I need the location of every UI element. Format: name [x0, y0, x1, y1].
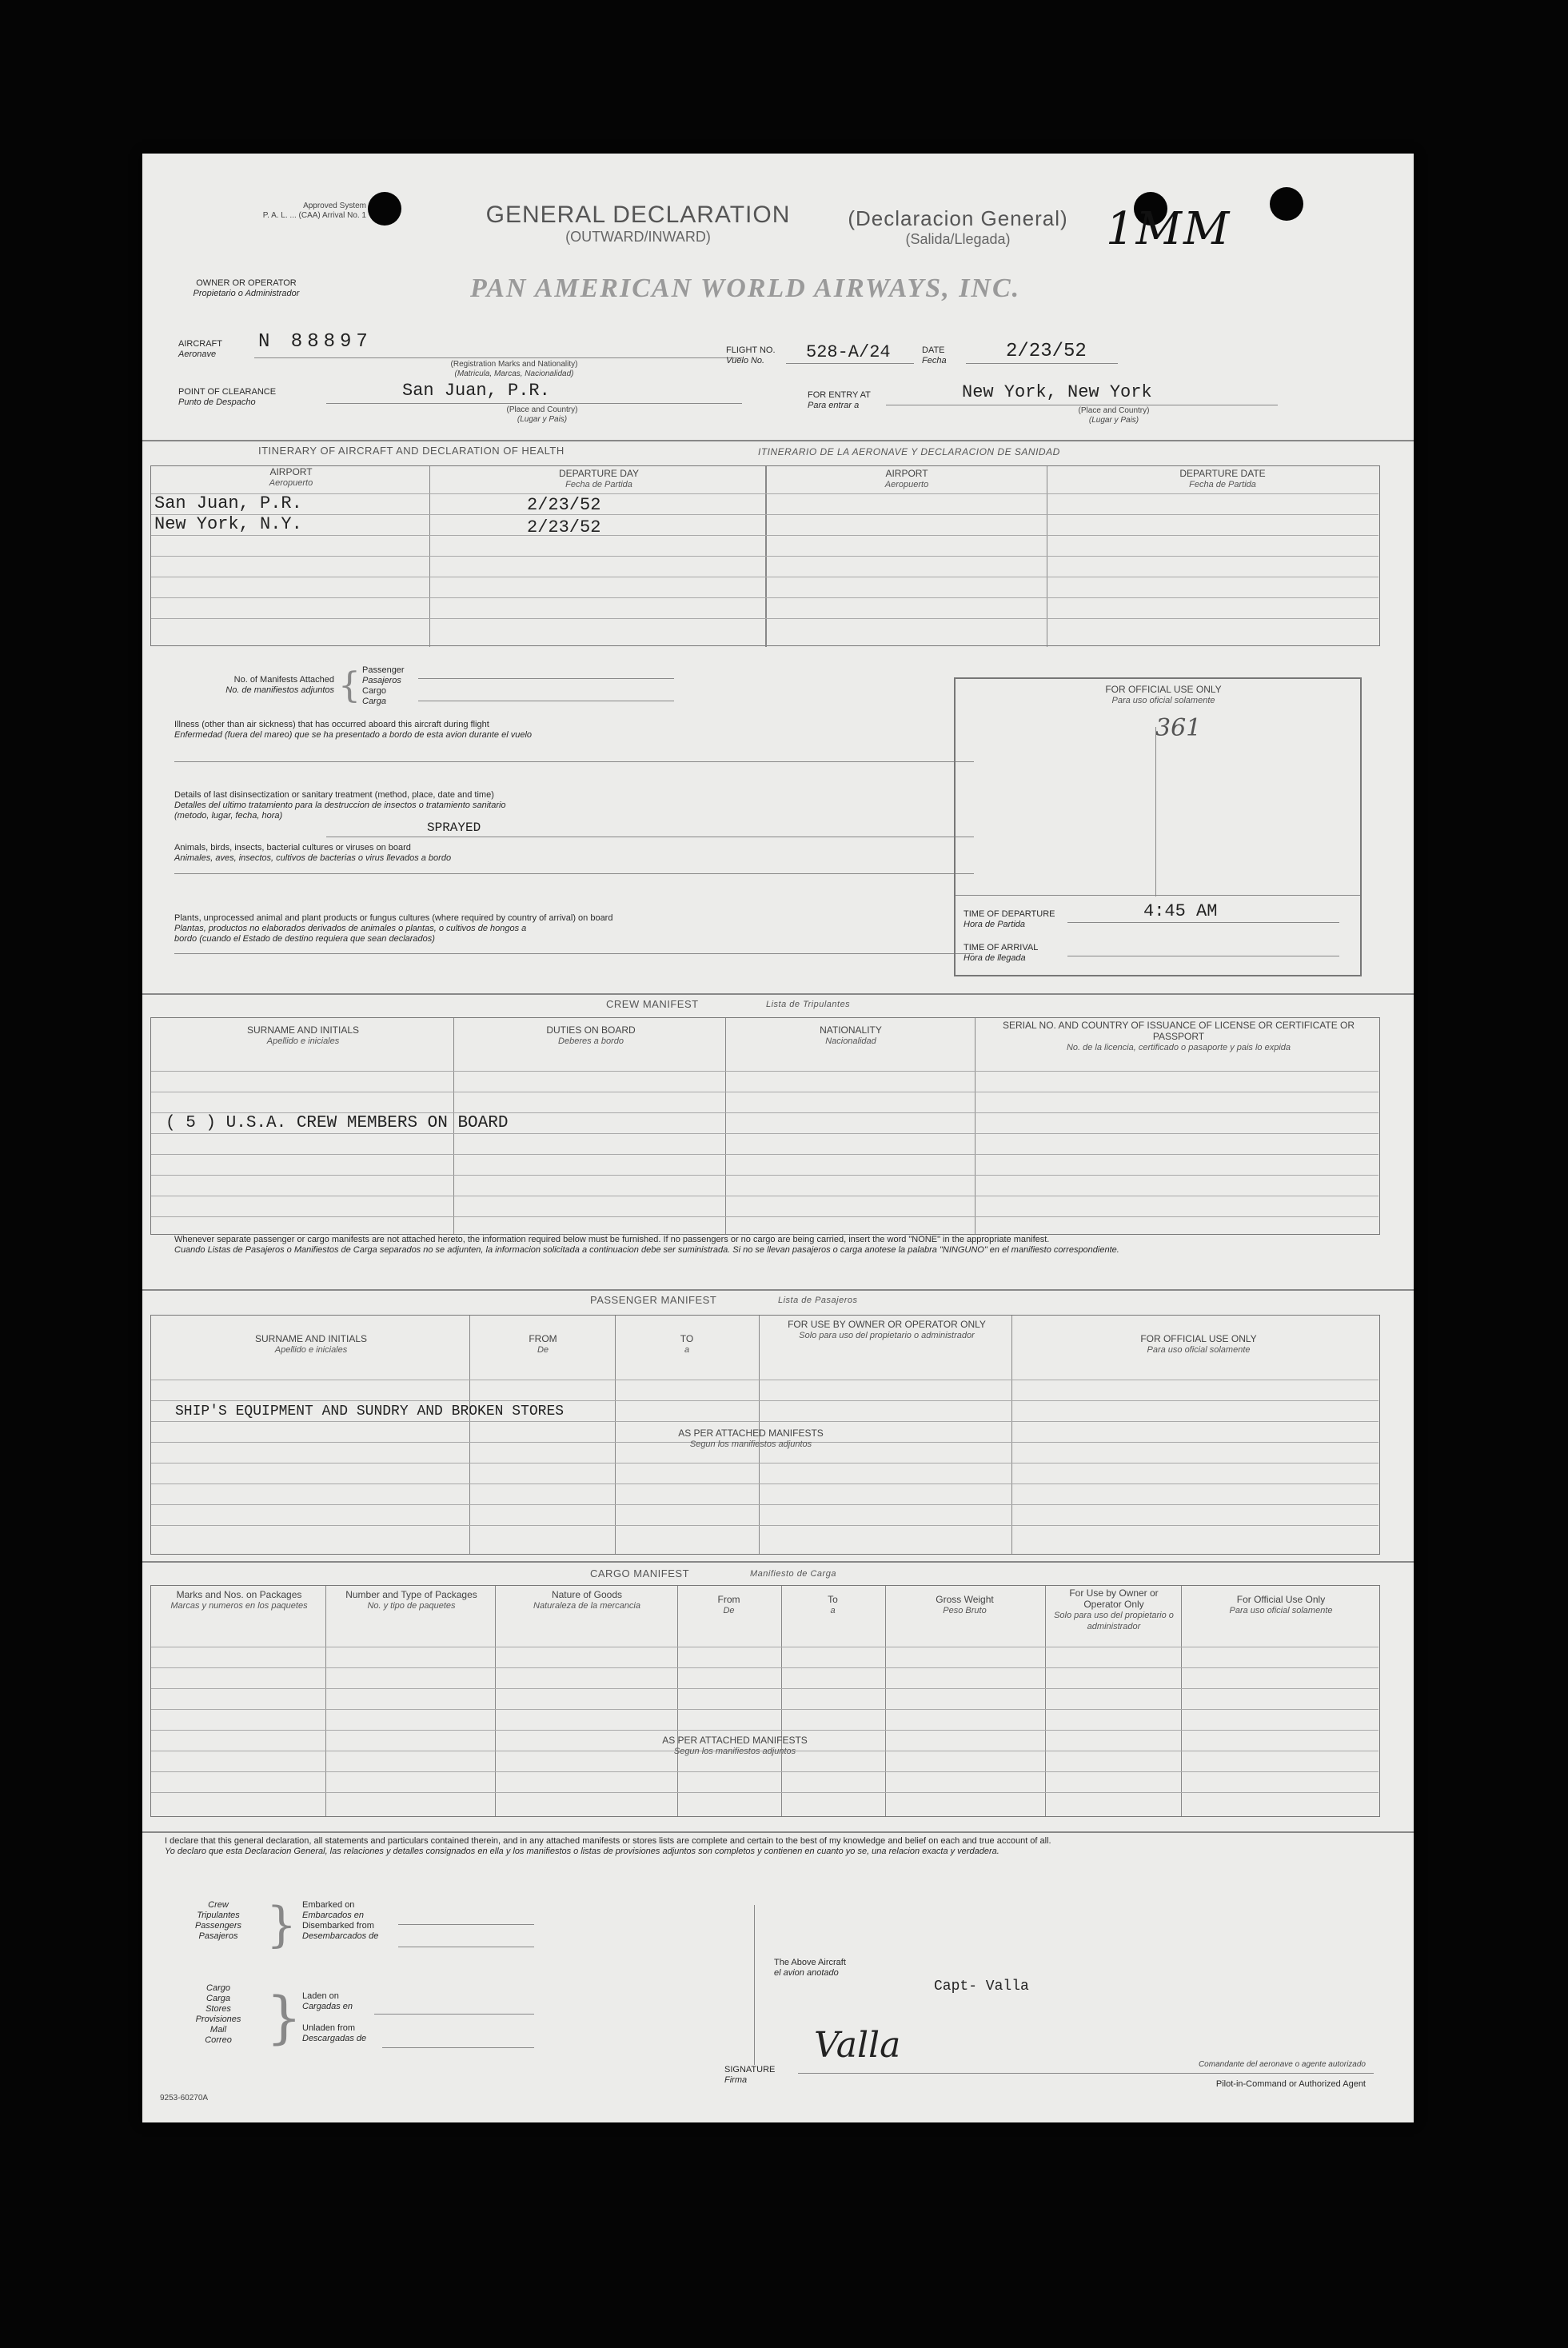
col-es: De — [537, 1345, 549, 1355]
crew-col-surname — [183, 1024, 423, 1047]
date-label-es: Fecha — [922, 356, 947, 365]
cargo-label: Cargo — [362, 686, 386, 696]
row-rule — [151, 1175, 1378, 1176]
declaration-sheet — [142, 154, 1414, 2122]
unladen-label: Unladen from — [302, 2023, 356, 2033]
row-rule — [151, 493, 1378, 494]
crew-label: Crew — [208, 1900, 229, 1910]
aircraft-label — [178, 339, 222, 360]
cargo-col-nature — [503, 1589, 671, 1611]
cargo-col-to — [787, 1594, 879, 1616]
col-en: Nature of Goods — [551, 1589, 623, 1600]
attached-es: Segun los manifiestos adjuntos — [689, 1440, 812, 1449]
brace: } — [266, 1985, 302, 2051]
date-rule — [966, 363, 1118, 364]
col-divider — [725, 1018, 726, 1234]
clearance-label — [178, 387, 276, 408]
aircraft-label-en: AIRCRAFT — [178, 339, 222, 349]
attached-en: AS PER ATTACHED MANIFESTS — [678, 1428, 824, 1439]
stores-label-es: Provisiones — [195, 2015, 241, 2024]
row-rule — [151, 1154, 1378, 1155]
itinerary-table — [150, 465, 1380, 646]
owner-label — [190, 278, 302, 299]
col-en: DEPARTURE DATE — [1179, 468, 1266, 479]
form-title-es — [806, 206, 1110, 248]
departure-label-en: TIME OF DEPARTURE — [964, 909, 1055, 919]
row-rule — [151, 1216, 1378, 1217]
approval-note — [254, 202, 366, 221]
disinsect-label-en: Details of last disinsectization or sanitary treatment (method, place, date and time) — [174, 790, 494, 800]
laden-rule — [374, 2014, 534, 2015]
manifests-label-en: No. of Manifests Attached — [233, 675, 334, 685]
pax-col-official — [1047, 1333, 1351, 1356]
row-rule — [151, 556, 1378, 557]
row-rule — [151, 535, 1378, 536]
above-aircraft-en: The Above Aircraft — [774, 1958, 846, 1967]
embark-rule — [398, 1924, 534, 1925]
embarked-label: Embarked on — [302, 1900, 355, 1910]
row-rule — [151, 1463, 1378, 1464]
disinsect-label-es: Detalles del ultimo tratamiento para la destruccion de insectos o tratamiento sanitario — [174, 801, 506, 810]
itin-col-airport — [223, 466, 359, 489]
manifests-label-es: No. de manifiestos adjuntos — [225, 685, 334, 695]
divider — [142, 440, 1414, 441]
divider — [142, 993, 1414, 995]
cargo-label-es: Carga — [362, 697, 386, 706]
col-en: AIRPORT — [885, 468, 928, 479]
box-divider — [1155, 727, 1156, 896]
declaration-text — [165, 1836, 1388, 1857]
crew-col-nationality — [743, 1024, 959, 1047]
punch-hole — [1270, 187, 1303, 221]
arrival-label — [964, 943, 1038, 964]
approval-line: P. A. L. ... (CAA) Arrival No. 1 — [262, 211, 366, 220]
entry-label-es: Para entrar a — [808, 401, 860, 410]
flight-value: 528-A/24 — [806, 342, 891, 362]
above-aircraft-es: el avion anotado — [774, 1968, 839, 1978]
cargo-label-es: Carga — [206, 1994, 230, 2003]
itinerary-title-es: ITINERARIO DE LA AERONAVE Y DECLARACION DE SANIDAD — [758, 446, 1060, 457]
departure-label-es: Hora de Partida — [964, 920, 1026, 929]
itin-col-departure — [519, 468, 679, 490]
cargo-col-official — [1186, 1594, 1376, 1616]
plants-label-es: Plantas, productos no elaborados derivados de animales o plantas, o cultivos de hongos a — [174, 924, 527, 933]
attached-es: Segun los manifiestos adjuntos — [673, 1747, 796, 1756]
form-title — [438, 202, 838, 246]
commander: Pilot-in-Command or Authorized Agent — [1215, 2079, 1366, 2089]
crew-col-duties — [471, 1024, 711, 1047]
col-en: Number and Type of Packages — [345, 1589, 477, 1600]
cargo-title: CARGO MANIFEST — [590, 1567, 690, 1579]
col-en: FOR USE BY OWNER OR OPERATOR ONLY — [788, 1319, 986, 1330]
aircraft-rule — [254, 357, 742, 358]
place-note-en: (Place and Country) — [506, 405, 578, 414]
itin-col-departure2 — [1135, 468, 1311, 490]
row-rule — [151, 1771, 1378, 1772]
embark-labels — [302, 1900, 378, 1942]
col-es: Para uso oficial solamente — [1147, 1345, 1251, 1355]
captain-name: Capt- Valla — [934, 1979, 1029, 1995]
disinsect-value: SPRAYED — [427, 821, 481, 835]
crew-title: CREW MANIFEST — [606, 998, 699, 1010]
itin-row-date: 2/23/52 — [527, 495, 601, 515]
row-rule — [151, 1112, 1378, 1113]
title-en-sub: (OUTWARD/INWARD) — [565, 229, 711, 245]
manifests-label — [174, 675, 334, 696]
form-number: 9253-60270A — [160, 2094, 209, 2102]
plants-label-en: Plants, unprocessed animal and plant products or fungus cultures (where required by country of arrival) on board — [174, 913, 613, 923]
official-title — [1059, 684, 1267, 706]
flight-label — [726, 345, 776, 366]
notice-en: Whenever separate passenger or cargo manifests are not attached hereto, the information required below must be furnished. If no passengers or no cargo are being carried, insert the word "NONE" in the appropriate manifest. — [174, 1235, 1050, 1244]
col-es: Fecha de Partida — [1189, 480, 1256, 489]
animals-label-en: Animals, birds, insects, bacterial cultures or viruses on board — [174, 843, 411, 853]
crew-entry: ( 5 ) U.S.A. CREW MEMBERS ON BOARD — [166, 1114, 509, 1132]
col-es: Nacionalidad — [825, 1036, 876, 1046]
notice-es: Cuando Listas de Pasajeros o Manifiestos de Carga separados no se adjunten, la informacion solicitada a continuacion debe ser suministrada. Si no se llevan pasajeros o carga anotese la palabra "NINGUNO" en el manifiesto correspondiente. — [174, 1245, 1119, 1255]
row-rule — [151, 1525, 1378, 1526]
declaration-divider — [754, 1905, 755, 2065]
passengers-label: Passengers — [194, 1921, 242, 1931]
col-es: No. y tipo de paquetes — [367, 1601, 456, 1611]
row-rule — [151, 618, 1378, 619]
row-rule — [151, 597, 1378, 598]
col-es: De — [723, 1606, 735, 1615]
row-rule — [151, 1730, 1378, 1731]
pax-col-to — [631, 1333, 743, 1356]
row-rule — [151, 1667, 1378, 1668]
illness-label-es: Enfermedad (fuera del mareo) que se ha presentado a bordo de esta avion durante el vuelo — [174, 730, 533, 740]
title-es: (Declaracion General) — [848, 206, 1068, 230]
official-use-box — [954, 677, 1362, 976]
pax-col-surname — [183, 1333, 439, 1356]
itin-row-airport: New York, N.Y. — [154, 514, 302, 534]
date-value: 2/23/52 — [1006, 341, 1087, 362]
unladen-rule — [382, 2047, 534, 2048]
row-rule — [151, 1504, 1378, 1505]
date-label — [922, 345, 947, 366]
punch-hole — [368, 192, 401, 226]
clearance-label-en: POINT OF CLEARANCE — [178, 387, 277, 397]
plants-rule — [174, 953, 974, 954]
handwritten-mark: 1MM — [1106, 203, 1231, 255]
col-es: Apellido e iniciales — [274, 1345, 348, 1355]
col-en: DUTIES ON BOARD — [546, 1024, 636, 1036]
brace: { — [338, 665, 361, 706]
cargo-attached — [631, 1735, 839, 1757]
col-es: a — [684, 1345, 690, 1355]
col-es: Apellido e iniciales — [266, 1036, 340, 1046]
col-en: Marks and Nos. on Packages — [176, 1589, 302, 1600]
itin-row-date: 2/23/52 — [527, 517, 601, 537]
brace: } — [266, 1897, 297, 1953]
plants-label — [174, 913, 974, 944]
col-es: a — [830, 1606, 836, 1615]
arrival-label-en: TIME OF ARRIVAL — [964, 943, 1039, 952]
passenger-entry: SHIP'S EQUIPMENT AND SUNDRY AND BROKEN STORES — [175, 1404, 565, 1420]
entry-note-es: (Lugar y Pais) — [1088, 416, 1139, 425]
col-divider — [1045, 1586, 1046, 1816]
itin-row-airport: San Juan, P.R. — [154, 493, 302, 513]
animals-label — [174, 843, 814, 864]
col-en: For Official Use Only — [1236, 1594, 1326, 1605]
official-title-en: FOR OFFICIAL USE ONLY — [1105, 684, 1222, 695]
above-aircraft — [774, 1958, 846, 1979]
departure-label — [964, 909, 1055, 930]
crew-col-serial — [987, 1020, 1371, 1053]
col-en: FROM — [529, 1333, 557, 1344]
embarked-label-es: Embarcados en — [302, 1911, 365, 1920]
col-en: FOR OFFICIAL USE ONLY — [1140, 1333, 1257, 1344]
arrival-label-es: Hora de llegada — [964, 953, 1026, 963]
divider — [142, 1289, 1414, 1291]
divider — [142, 1561, 1414, 1563]
commander-es: Comandante del aeronave o agente autorizado — [1198, 2060, 1366, 2069]
col-divider — [885, 1586, 886, 1816]
departure-rule — [1067, 922, 1339, 923]
pax-col-from — [487, 1333, 599, 1356]
signature-rule — [798, 2073, 1374, 2074]
cargo-stores-labels — [174, 1983, 262, 2046]
cargo-table — [150, 1585, 1380, 1817]
itin-col-airport2 — [839, 468, 975, 490]
col-divider — [1011, 1316, 1012, 1554]
row-rule — [151, 1792, 1378, 1793]
col-divider — [325, 1586, 326, 1816]
pax-col-owner — [775, 1319, 999, 1341]
reg-note-en: (Registration Marks and Nationality) — [450, 360, 578, 369]
row-rule — [151, 1709, 1378, 1710]
mail-label-es: Correo — [205, 2035, 232, 2045]
col-es: Naturaleza de la mercancia — [533, 1601, 640, 1611]
col-divider — [1181, 1586, 1182, 1816]
disinsect-label — [174, 790, 814, 821]
col-en: To — [828, 1594, 838, 1605]
laden-labels — [302, 1991, 366, 2044]
col-en: DEPARTURE DAY — [558, 468, 640, 479]
declaration-es: Yo declaro que esta Declaracion General, las relaciones y detalles consignados en ella y los manifiestos o listas de provisiones adjuntos son completos y contienen en cuanto yo se, una relacion exacta y verdadera. — [165, 1847, 999, 1856]
col-es: Peso Bruto — [943, 1606, 987, 1615]
declaration-en: I declare that this general declaration, all statements and particulars contained therein, and in any attached manifests or stores lists are complete and certain to the best of my knowledge and belief on each and true account of all. — [165, 1836, 1051, 1846]
clearance-label-es: Punto de Despacho — [178, 397, 256, 407]
approval-line: Approved System — [303, 202, 366, 210]
plants-label-es2: bordo (cuando el Estado de destino requiera que sean declarados) — [174, 934, 435, 944]
aircraft-label-es: Aeronave — [178, 349, 217, 359]
col-divider — [469, 1316, 470, 1554]
disinsect-label-es2: (metodo, lugar, fecha, hora) — [174, 811, 283, 821]
owner-label-es: Propietario o Administrador — [193, 289, 300, 298]
passenger-rule — [418, 678, 674, 679]
reg-note-es: (Matricula, Marcas, Nacionalidad) — [454, 369, 574, 378]
passenger-label: Passenger — [362, 665, 405, 675]
laden-label-es: Cargadas en — [302, 2002, 353, 2011]
col-es: Solo para uso del propietario o administrador — [1054, 1611, 1174, 1631]
passenger-attached — [647, 1428, 855, 1450]
official-stamp: 361 — [1155, 714, 1202, 742]
stores-label: Stores — [205, 2004, 231, 2014]
col-es: Aeropuerto — [269, 478, 313, 488]
unladen-label-es: Descargadas de — [302, 2034, 367, 2043]
disembarked-label-es: Desembarcados de — [302, 1931, 379, 1941]
row-rule — [151, 1421, 1378, 1422]
flight-label-en: FLIGHT NO. — [726, 345, 776, 355]
col-divider — [615, 1316, 616, 1554]
crew-pax-labels — [174, 1900, 262, 1942]
entry-value: New York, New York — [962, 382, 1152, 402]
col-divider — [495, 1586, 496, 1816]
entry-note-en: (Place and Country) — [1078, 406, 1150, 415]
col-en: From — [717, 1594, 740, 1605]
cargo-col-weight — [891, 1594, 1039, 1616]
passenger-label-es: Pasajeros — [362, 676, 401, 685]
owner-value: PAN AMERICAN WORLD AIRWAYS, INC. — [470, 274, 1021, 303]
col-es: Deberes a bordo — [558, 1036, 624, 1046]
illness-label — [174, 720, 766, 741]
col-es: Para uso oficial solamente — [1229, 1606, 1333, 1615]
clearance-place-note — [478, 405, 606, 425]
departure-value: 4:45 AM — [1143, 901, 1218, 921]
col-en: SURNAME AND INITIALS — [254, 1333, 368, 1344]
manifest-types — [362, 665, 405, 707]
passengers-label-es: Pasajeros — [198, 1931, 238, 1941]
col-en: AIRPORT — [269, 466, 313, 477]
official-title-es: Para uso oficial solamente — [1111, 696, 1215, 705]
reg-note — [382, 360, 646, 379]
row-rule — [151, 1688, 1378, 1689]
clearance-rule — [326, 403, 742, 404]
animals-rule — [174, 873, 974, 874]
entry-place-note — [1046, 406, 1182, 425]
place-note-es: (Lugar y Pais) — [517, 415, 568, 424]
col-divider — [677, 1586, 678, 1816]
cargo-title-es: Manifiesto de Carga — [750, 1569, 836, 1579]
itinerary-title: ITINERARY OF AIRCRAFT AND DECLARATION OF HEALTH — [258, 445, 565, 457]
box-divider — [956, 895, 1360, 896]
flight-label-es: Vuelo No. — [726, 356, 765, 365]
flight-rule — [786, 363, 914, 364]
attached-en: AS PER ATTACHED MANIFESTS — [662, 1735, 808, 1746]
title-es-sub: (Salida/Llegada) — [905, 231, 1011, 247]
illness-label-en: Illness (other than air sickness) that has occurred aboard this aircraft during flight — [174, 720, 489, 729]
passenger-title-es: Lista de Pasajeros — [778, 1296, 858, 1305]
cargo-col-marks — [159, 1589, 319, 1611]
signature-label-es: Firma — [724, 2075, 748, 2085]
row-rule — [151, 1483, 1378, 1484]
row-rule — [151, 1400, 1378, 1401]
col-en: TO — [680, 1333, 694, 1344]
entry-label — [808, 390, 871, 411]
row-rule — [151, 1133, 1378, 1134]
col-es: Marcas y numeros en los paquetes — [170, 1601, 308, 1611]
entry-label-en: FOR ENTRY AT — [808, 390, 871, 400]
notice — [174, 1235, 1382, 1256]
owner-label-en: OWNER OR OPERATOR — [196, 278, 297, 288]
cargo-col-number — [333, 1589, 489, 1611]
crew-table — [150, 1017, 1380, 1235]
col-en: SERIAL NO. AND COUNTRY OF ISSUANCE OF LICENSE OR CERTIFICATE OR PASSPORT — [1002, 1020, 1355, 1042]
passenger-table — [150, 1315, 1380, 1555]
signature-label — [724, 2065, 775, 2086]
disembarked-label: Disembarked from — [302, 1921, 374, 1931]
crew-label-es: Tripulantes — [197, 1911, 240, 1920]
row-rule — [151, 514, 1378, 515]
passenger-title: PASSENGER MANIFEST — [590, 1294, 717, 1306]
animals-label-es: Animales, aves, insectos, cultivos de bacterias o virus llevados a bordo — [174, 853, 452, 863]
crew-title-es: Lista de Tripulantes — [766, 1000, 851, 1009]
signature: Valla — [814, 2025, 901, 2066]
divider — [142, 1831, 1414, 1833]
cargo-label: Cargo — [206, 1983, 230, 1993]
illness-rule — [174, 761, 974, 762]
col-en: For Use by Owner or Operator Only — [1069, 1587, 1159, 1610]
col-en: SURNAME AND INITIALS — [246, 1024, 360, 1036]
col-divider — [781, 1586, 782, 1816]
date-label-en: DATE — [922, 345, 945, 355]
col-es: Solo para uso del propietario o administrador — [799, 1331, 975, 1340]
cargo-col-from — [683, 1594, 775, 1616]
mail-label: Mail — [209, 2025, 227, 2035]
signature-label-en: SIGNATURE — [724, 2065, 776, 2074]
clearance-value: San Juan, P.R. — [402, 381, 550, 401]
title-en: GENERAL DECLARATION — [485, 202, 791, 228]
row-rule — [151, 1071, 1378, 1072]
col-es: Fecha de Partida — [565, 480, 632, 489]
col-divider — [975, 1018, 976, 1234]
col-es: Aeropuerto — [884, 480, 929, 489]
cargo-col-owner — [1050, 1587, 1178, 1632]
aircraft-value: N 88897 — [258, 331, 373, 353]
laden-label: Laden on — [302, 1991, 339, 2001]
col-en: NATIONALITY — [820, 1024, 882, 1036]
col-es: No. de la licencia, certificado o pasaporte y pais lo expida — [1066, 1043, 1291, 1052]
col-en: Gross Weight — [936, 1594, 994, 1605]
